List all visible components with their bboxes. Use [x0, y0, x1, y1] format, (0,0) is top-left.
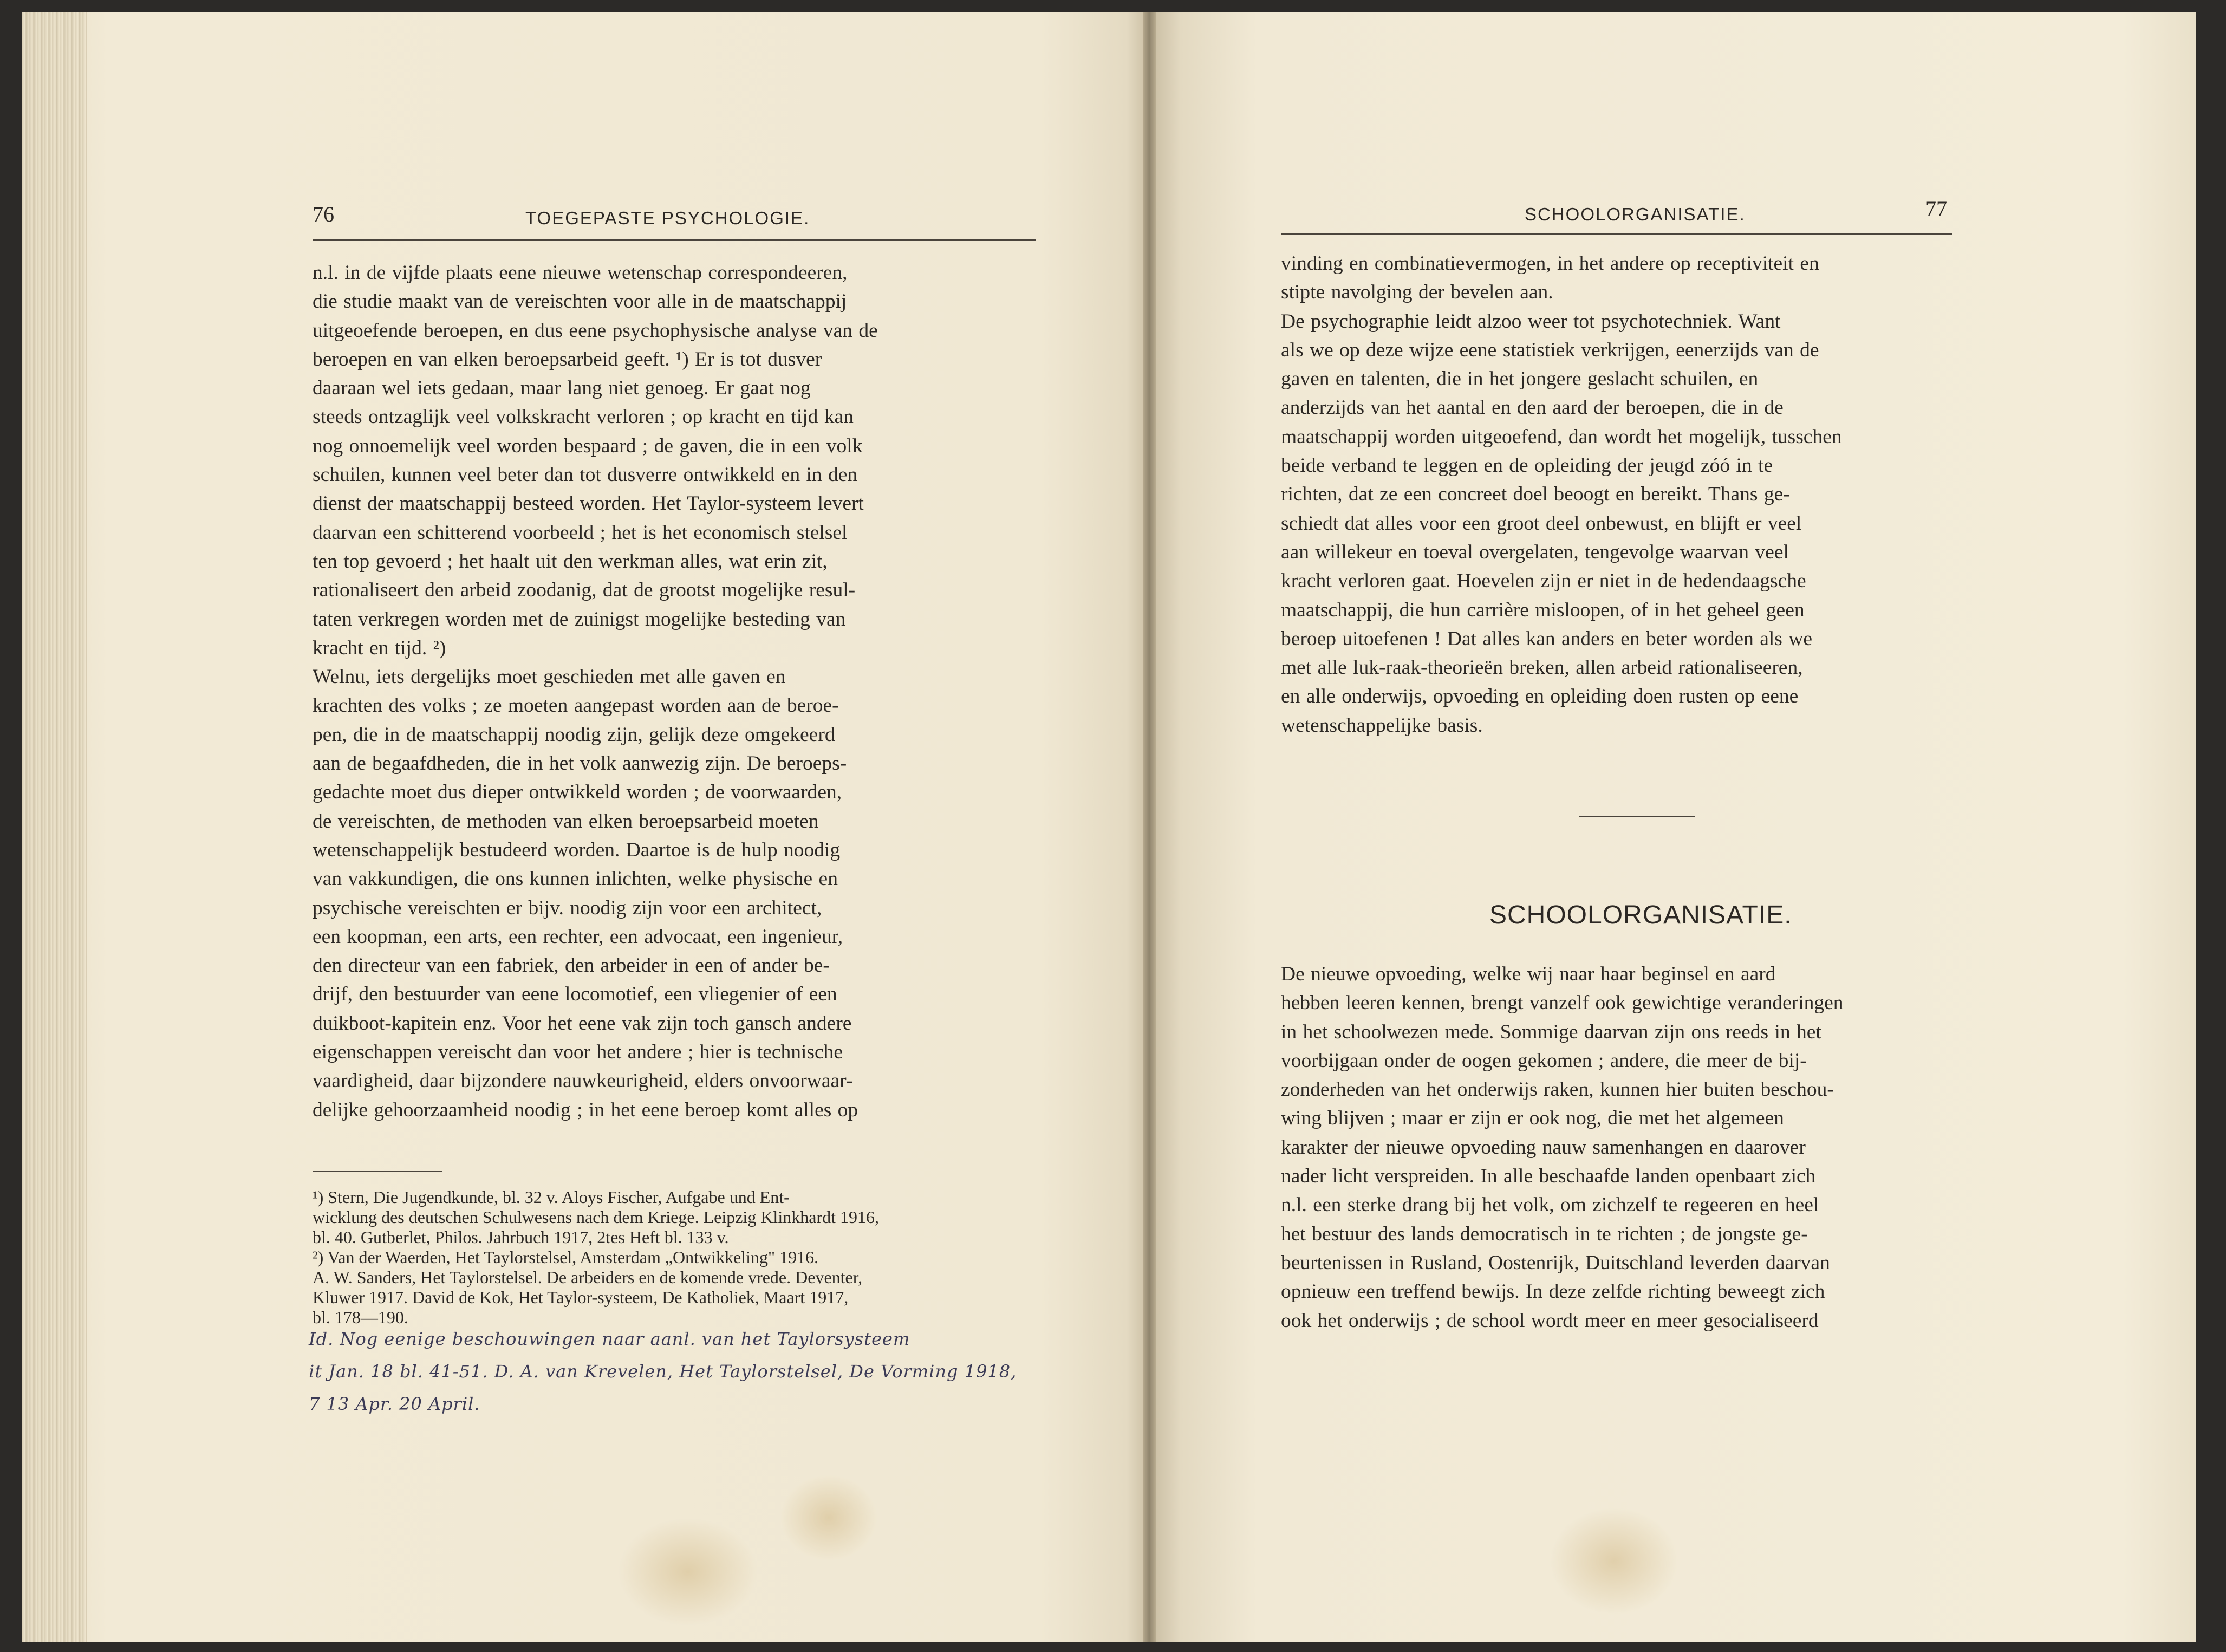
handwritten-annotation: Id. Nog eenige beschouwingen naar aanl. van het Taylorsysteem it Jan. 18 bl. 41-51. D. A. van Krevelen, Het Taylorstelsel, De Vorming 1918, 7 13 Apr. 20 April. [309, 1329, 1017, 1414]
running-head: TOEGEPASTE PSYCHOLOGIE. [525, 208, 810, 228]
section-divider [1579, 816, 1695, 817]
section-heading: SCHOOLORGANISATIE. [1489, 901, 1792, 929]
footnote-rule [313, 1171, 442, 1172]
footnotes: ¹) Stern, Die Jugendkunde, bl. 32 v. Aloys Fischer, Aufgabe und Ent- wicklung des deutschen Schulwesens nach dem Kriege. Leipzig Klinkhardt 1916, bl. 40. Gutberlet, Philos. Jahrbuch 1917, 2tes Heft bl. 133 v. ²) Van der Waerden, Het Taylorstelsel, Amsterdam „Ontwikkeling" 1916. A. W. Sanders, Het Taylorstelsel. De arbeiders en de komende vrede. Deventer, Kluwer 1917. David de Kok, Het Taylor-systeem, De Katholiek, Maart 1917, bl. 178—190. [313, 1187, 879, 1327]
header-rule [313, 239, 1036, 241]
right-page [1148, 12, 2196, 1642]
running-head: SCHOOLORGANISATIE. [1525, 204, 1746, 224]
body-text: De nieuwe opvoeding, welke wij naar haar beginsel en aard hebben leeren kennen, brengt vanzelf ook gewichtige veranderingen in het schoolwezen mede. Sommige daarvan zijn ons reeds in het voorbijgaan onder de oogen gekomen ; andere, die meer de bij- zonderheden van het onderwijs raken, kunnen hier buiten beschou- wing blijven ; maar er zijn er ook nog, die met het algemeen karakter der nieuwe opvoeding nauw samenhangen en daarover nader licht verspreiden. In alle beschaafde landen openbaart zich n.l. een sterke drang bij het volk, om zichzelf te regeeren en heel het bestuur des lands democratisch in te richten ; de jongste ge- beurtenissen in Rusland, Oostenrijk, Duitschland leverden daarvan opnieuw een treffend bewijs. In deze zelfde richting beweegt zich ook het onderwijs ; de school wordt meer en meer gesocialiseerd [1281, 963, 1844, 1332]
book-gutter [1143, 12, 1156, 1642]
page-number: 77 [1925, 197, 1947, 221]
body-text: n.l. in de vijfde plaats eene nieuwe wetenschap correspondeeren, die studie maakt van de vereischten voor alle in de maatschappij uitgeoefende beroepen, en dus eene psychophysische analyse van de beroepen en van elken beroepsarbeid geeft. ¹) Er is tot dusver daaraan wel iets gedaan, maar lang niet genoeg. Er gaat nog steeds ontzaglijk veel volkskracht verloren ; op kracht en tijd kan nog onnoemelijk veel worden bespaard ; de gaven, die in een volk schuilen, kunnen veel beter dan tot dusverre ontwikkeld en in den dienst der maatschappij besteed worden. Het Taylor-systeem levert daarvan een schitterend voorbeeld ; het is het economisch stelsel ten top gevoerd ; het haalt uit den werkman alles, wat erin zit, rationaliseert den arbeid zoodanig, dat de grootst mogelijke resul- taten verkregen worden met de zuinigst mogelijke besteding van kracht en tijd. ²) Welnu, iets dergelijks moet geschieden met alle gaven en krachten des volks ; ze moeten aangepast worden aan de beroe- pen, die in de maatschappij noodig zijn, gelijk deze omgekeerd aan de begaafdheden, die in het volk aanwezig zijn. De beroeps- gedachte moet dus dieper ontwikkeld worden ; de voorwaarden, de vereischten, de methoden van elken beroepsarbeid moeten wetenschappelijk bestudeerd worden. Daartoe is de hulp noodig van vakkundigen, die ons kunnen inlichten, welke physische en psychische vereischten er bijv. noodig zijn voor een architect, een koopman, een arts, een rechter, een advocaat, een ingenieur, den directeur van een fabriek, den arbeider in een of ander be- drijf, den bestuurder van eene locomotief, een vliegenier of een duikboot-kapitein enz. Voor het eene vak zijn toch gansch andere eigenschappen vereischt dan voor het andere ; hier is technische vaardigheid, daar bijzondere nauwkeurigheid, elders onvoorwaar- delijke gehoorzaamheid noodig ; in het eene beroep komt alles op [313, 262, 878, 1121]
open-book [22, 12, 2185, 1642]
body-text: vinding en combinatievermogen, in het andere op receptiviteit en stipte navolging der bevelen aan. De psychographie leidt alzoo weer tot psychotechniek. Want als we op deze wijze eene statistiek verkrijgen, eenerzijds van de gaven en talenten, die in het jongere geslacht schuilen, en anderzijds van het aantal en den aard der beroepen, die in de maatschappij worden uitgeoefend, dan wordt het mogelijk, tusschen beide verband te leggen en de opleiding der jeugd zóó in te richten, dat ze een concreet doel beoogt en bereikt. Thans ge- schiedt dat alles voor een groot deel onbewust, en blijft er veel aan willekeur en toeval overgelaten, tengevolge waarvan veel kracht verloren gaat. Hoevelen zijn er niet in de hedendaagsche maatschappij, die hun carrière misloopen, of in het geheel geen beroep uitoefenen ! Dat alles kan anders en beter worden als we met alle luk-raak-theorieën breken, allen arbeid rationaliseeren, en alle onderwijs, opvoeding en opleiding doen rusten op eene wetenschappelijke basis. [1281, 252, 1842, 737]
page-number: 76 [313, 202, 334, 226]
page-edges [22, 12, 87, 1642]
header-rule [1281, 233, 1952, 235]
left-page [22, 12, 1148, 1642]
